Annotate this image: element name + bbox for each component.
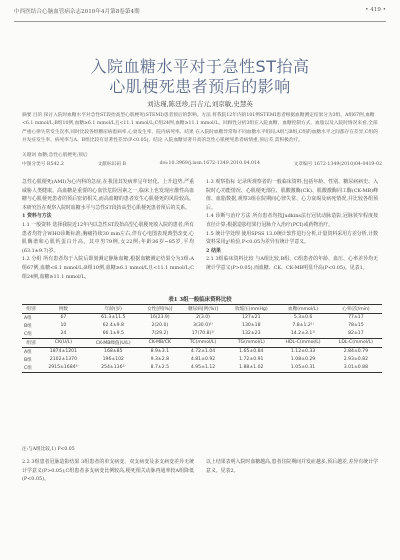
column-header: TC(mmol/L) xyxy=(180,338,226,347)
article-id: 文章编号 1672-1349(2010)04-0419-02 xyxy=(293,162,382,167)
keywords: 关键词 血糖;急性心肌梗死;预后 xyxy=(22,153,88,158)
table-cell: C组 xyxy=(22,364,40,372)
bottom-left-text xyxy=(22,458,194,484)
column-header: CK-MB/CK xyxy=(140,338,180,347)
running-header xyxy=(14,7,386,22)
table-cell: A组 xyxy=(24,315,32,321)
column-header: 例数 xyxy=(40,305,87,314)
table-header-row xyxy=(22,338,382,347)
column-header: CK-MB峰值(U/L) xyxy=(87,338,140,347)
paragraph: 急性心肌梗死(AMI)为心内科的急症,在我国其发病率呈年轻化、上升趋势,严重威胁人类健康。高血糖是重要的心血管危险因素之一,临床上也发现应激性高血糖与心肌梗死患者的预后密切相关,而高血糖的患者发生心肌梗死的风险较高。本研究旨在观察入院时血糖水平与急性ST段抬高型心肌梗死患者预后的关系。 xyxy=(22,179,194,211)
table-cell: 168±85 xyxy=(104,349,123,355)
table-cell: 1.88±1.02 xyxy=(226,364,276,372)
table-cell: 1.08±0.29 xyxy=(290,357,316,363)
paragraph: 1.3 观察指标 记录所观察者的一般临床资料,包括年龄、性别、糖尿病病史、入院时心功能情况、心肌梗死部位、肌酸激酶(CK)、肌酸激酶同工酶(CK-MB)峰值、血脂数据,观察3组在院期间心律失常、心力衰竭及病死情况,并比较各组预后。 xyxy=(206,179,378,211)
table-cell: 7(29.2) xyxy=(151,331,169,337)
table-cell: C组 xyxy=(24,331,32,337)
table-cell: 66.1±9.5 xyxy=(102,331,124,337)
table-cell: 7.8±1.2¹⁾ xyxy=(292,323,314,329)
table-row xyxy=(22,313,382,321)
table-cell: 132±23 xyxy=(242,331,261,337)
doc-code: 文献标识码 B xyxy=(97,162,126,167)
table-cell: 2(3.0) xyxy=(196,315,210,321)
bottom-right-text xyxy=(206,458,378,475)
body-right-column xyxy=(206,178,378,273)
paragraph: 以上结果表明入院时血糖越高,患者住院期间并发症越多,预后越差,差异有统计学意义。见表2。 xyxy=(206,459,378,474)
table-cell: 14.2±3.1¹⁾ xyxy=(290,331,316,337)
table-cell: 1874±1201 xyxy=(49,349,78,355)
article-title-line1: 入院血糖水平对于急性ST抬高 xyxy=(90,57,310,76)
table-cell: 16(23.9) xyxy=(149,315,170,321)
column-header: 组别 xyxy=(22,305,40,314)
column-header: 血糖(mmol/L) xyxy=(276,305,329,314)
table-cell: 10 xyxy=(60,323,67,329)
page-number: • 419 • xyxy=(365,7,386,13)
paragraph: 1.2 分组 所有患者均于入院后即刻测定静脉血糖,根据血糖测定结果分为3组:A组67例,血糖<6.1 mmol/L;B组10例,血糖≥6.1 mmol/L且<11.1 mmol/L;C组24例,血糖≥11.1 mmol/L。 xyxy=(22,256,194,280)
column-header: TG(mmol/L) xyxy=(226,338,276,347)
table-cell: 2.93±0.82 xyxy=(343,357,369,363)
table-cell: 8.9±3.1 xyxy=(150,349,170,355)
table-cell: 2(20.0) xyxy=(151,323,169,329)
column-header: 糖尿病[例(%)] xyxy=(180,305,226,314)
table-cell: 5.3±0.6 xyxy=(293,315,313,321)
table-cell: 61.3±11.5 xyxy=(101,315,126,321)
table-cell: 130±18 xyxy=(242,323,261,329)
table-cell: 4.72±1.04 xyxy=(190,349,216,355)
cn-class: 中图分类号 R542.2 xyxy=(22,162,64,167)
table-row xyxy=(22,356,382,364)
column-header: LDL-C(mmol/L) xyxy=(330,338,382,347)
table-cell: 77±17 xyxy=(348,315,364,321)
table-cell: 82±17 xyxy=(348,331,364,337)
section-heading: 2 结果 xyxy=(206,247,221,254)
section-heading: 1 资料与方法 xyxy=(22,213,52,220)
table-cell: 8.7±2.5 xyxy=(140,364,180,372)
paragraph: 1.4 诊断与治疗方法 所有患者均按Judkins法行冠状动脉造影,冠脉狭窄程度按直径计算;根据造影结果行冠脉介入治疗(PCI)或药物治疗。 xyxy=(206,213,378,228)
table-cell: 78±15 xyxy=(348,323,364,329)
paragraph: 2.2 3组患者冠脉造影结果 3组患者的单支病变、双支病变及多支病变差异无统计学意义(P>0.05),C组患者多支病变比例较高,梗死相关动脉再通率较A组降低(P<0.05)。 xyxy=(22,459,194,483)
table-cell: 62.4±9.8 xyxy=(102,323,124,329)
table-cell: 1.65±0.84 xyxy=(239,349,264,355)
column-header: 收缩压(mmHg) xyxy=(226,305,276,314)
table-row xyxy=(22,322,382,330)
column-header: 心率(次/min) xyxy=(330,305,382,314)
paragraph: 1.5 统计学处理 使用SPSS 13.0统计软件进行分析,计量资料采用方差分析,计数资料采用χ²检验,P<0.05为差异有统计学意义。 xyxy=(206,230,378,246)
table-cell: 254±136¹⁾ xyxy=(87,364,140,372)
table-cell: 2.84±0.79 xyxy=(343,349,369,355)
article-title-line2: 心肌梗死患者预后的影响 xyxy=(109,77,291,96)
table-cell: 4.81±0.92 xyxy=(190,357,216,363)
table-cell: 1.12±0.33 xyxy=(290,349,316,355)
table-cell: 1.72±0.91 xyxy=(239,357,264,363)
table-note: 注:与A组比较,1) P<0.05 xyxy=(22,447,75,452)
table-row xyxy=(22,330,382,338)
doi: doi:10.3969/j.issn.1672-1349.2010.04.014 xyxy=(159,161,260,166)
table-cell: 17(70.8)¹⁾ xyxy=(191,331,215,337)
table-cell: 127±21 xyxy=(242,315,261,321)
table-cell: 2102±1370 xyxy=(49,357,78,363)
authors: 刘达瑾,陈廷珍,吕吉元,刘京敏,史慧英 xyxy=(147,100,253,108)
table-cell: 1.05±0.31 xyxy=(276,364,329,372)
journal-name: 中西医结合心脑血管病杂志2010年4月第8卷第4期 xyxy=(14,9,140,15)
table-cell: B组 xyxy=(24,357,32,363)
column-header: 年龄(岁) xyxy=(87,305,140,314)
table-title: 表1 3组一般临床资料比较 xyxy=(168,297,232,303)
abstract: 摘要 目的 探讨入院时血糖水平对急性ST段抬高型心肌梗死(STEMI)患者预后的影响。方法 将我院12年内的101例STEMI患者根据血糖测定结果分为3组。A组67例,血糖<6.1 mmol/L;B组10例,血糖≥6.1 mmol/L且<11.1 mmol/L;C组24例,血糖≥11.1 mmol/L。回顾性分析3组在入院血糖、血糖控制方式、血脂以及入院时情况来看,全部严重心律失常发生次率,同时比较各组糖尿病患病率,心衰发生率、院内病死率。结果 在入院时血糖异常和不同血糖水平组间,A组与B组,C组的血糖水平之间都存在差异,C组的并发症发生率、病死率与A、B组比较有显著性差异(P<0.05)。结论 入院血糖显著升高的急性心肌梗死患者病情重,预后差,需积极治疗。 xyxy=(22,113,378,143)
table-cell: 2915±1684¹⁾ xyxy=(40,364,87,372)
column-header: CK(U/L) xyxy=(40,338,87,347)
column-header: 组别 xyxy=(22,338,40,347)
column-header: 女性[例(%)] xyxy=(140,305,180,314)
column-header: HDL-C(mmol/L) xyxy=(276,338,329,347)
table-row xyxy=(22,364,382,372)
table-row xyxy=(22,347,382,355)
paragraph: 1.1 一般资料 选择我院近12年内以急性ST段抬高型心肌梗死收入院的患者,所有患者均符合WHO诊断标准;胸痛持续30 min左右,伴有心电图表现典型改变,心肌酶谱和心肌钙蛋白升高。其中男79例,女22例;年龄36岁~85岁,平均(63.1±9.7)岁。 xyxy=(22,221,194,254)
table-cell: 24 xyxy=(60,331,67,337)
paragraph: 2.1 3组临床资料比较 与A组比较,B组、C组患者的年龄、血压、心率差异均无统计学意义(P>0.05),而血糖、CK、CK-MB明显升高(P<0.05)。见表1。 xyxy=(206,256,378,271)
table-cell: A组 xyxy=(24,349,32,355)
table-cell: 4.95±1.12 xyxy=(180,364,226,372)
body-left-column xyxy=(22,178,194,281)
classification-line xyxy=(22,161,382,167)
table-cell: 196±102 xyxy=(102,357,124,363)
table-cell: 67 xyxy=(60,315,67,321)
table-cell: 3.01±0.88 xyxy=(330,364,382,372)
table-cell: 3(30.0)¹⁾ xyxy=(193,323,213,329)
table-cell: B组 xyxy=(24,323,32,329)
table-header-row xyxy=(22,305,382,314)
table-cell: 9.3±2.8 xyxy=(150,357,170,363)
clinical-data-table xyxy=(22,304,382,373)
